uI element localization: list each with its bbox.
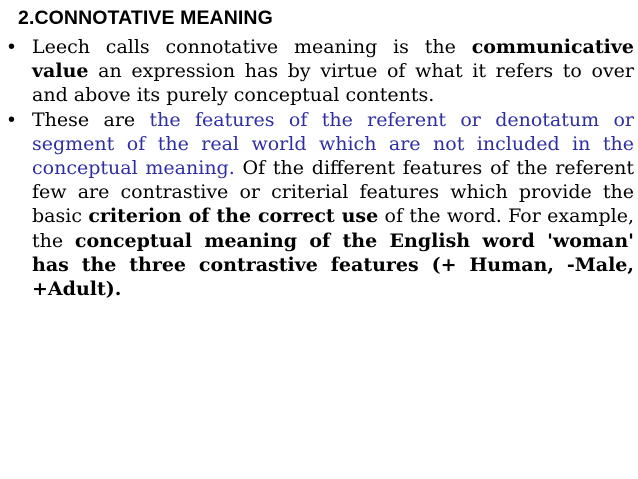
bold-term: communicative value: [32, 36, 634, 83]
highlighted-text: the features of the referent or denotatum or segment of the real world which are not included in the conceptual meaning.: [32, 108, 635, 180]
text-segment: of the word. For example, the: [32, 205, 635, 252]
bullet-list: [0, 35, 638, 301]
text-segment: These are: [32, 108, 150, 131]
bullet-marker: •: [8, 36, 16, 58]
text-segment: Leech calls connotative meaning is the: [32, 36, 472, 58]
bold-term: criterion of the correct use: [88, 205, 379, 228]
bullet-item-1: [0, 35, 638, 108]
bullet-text: [32, 35, 634, 108]
bold-term: conceptual meaning of the English word 'woman' has the three contrastive features (+ Human, -Male, +Adult).: [32, 229, 634, 301]
bullet-item-2: [0, 108, 638, 302]
text-segment: Of the different features of the referent few are contrastive or criterial features which provide the basic: [32, 157, 635, 228]
bullet-marker: •: [8, 108, 16, 131]
text-segment: an expression has by virtue of what it refers to over and above its purely conceptual contents.: [32, 60, 634, 107]
slide-title: 2.CONNOTATIVE MEANING: [18, 7, 273, 29]
bullet-text: [32, 108, 634, 302]
